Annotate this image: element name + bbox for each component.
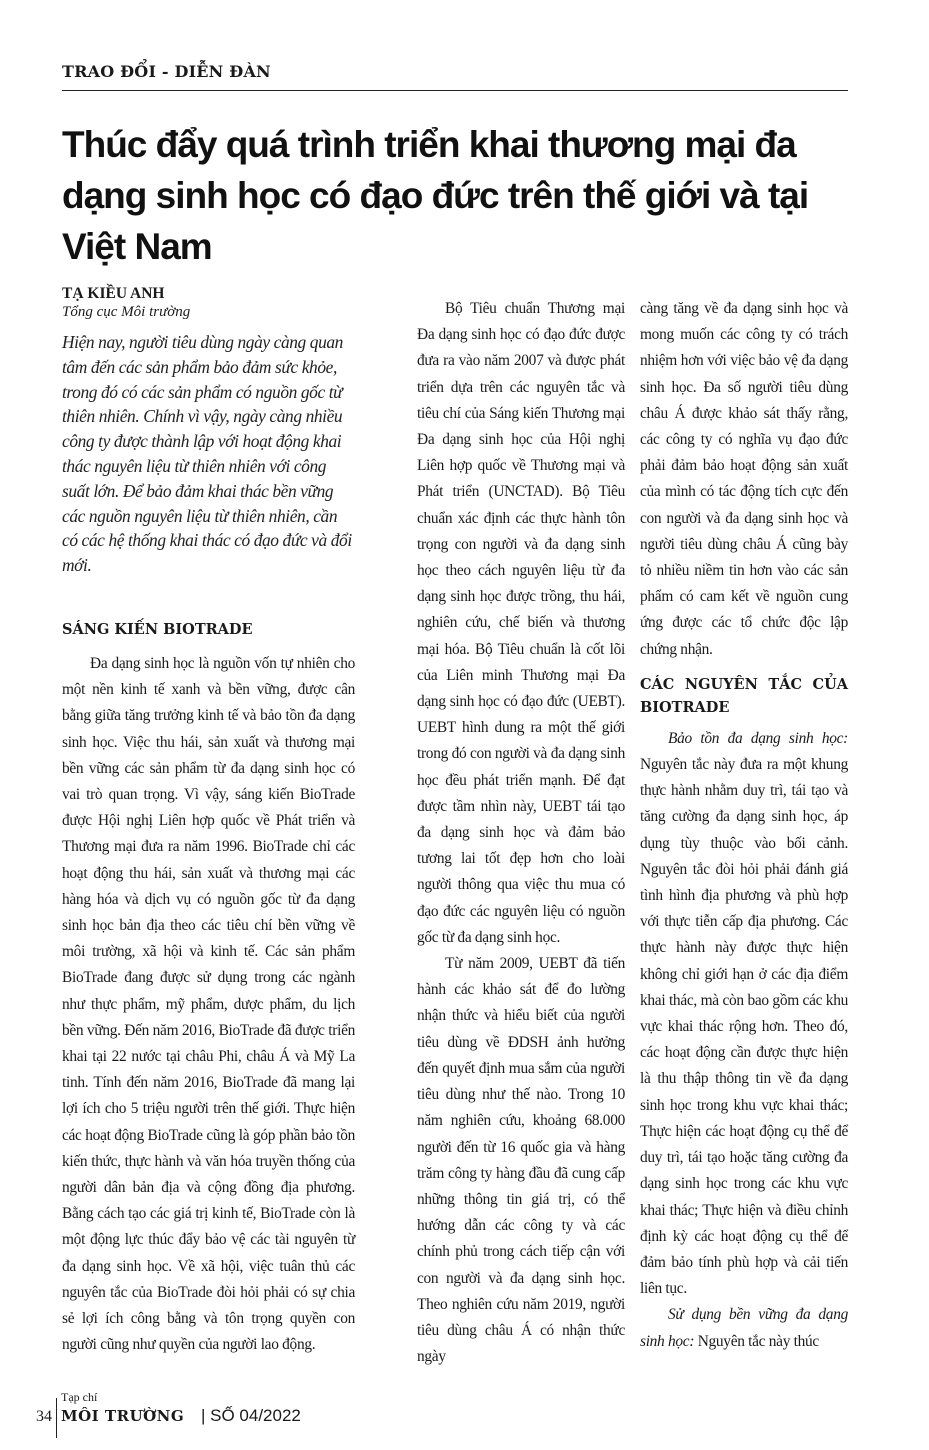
column-left (62, 284, 355, 1358)
article-lead: Hiện nay, người tiêu dùng ngày càng quan tâm đến các sản phẩm bảo đảm sức khỏe, trong đó có các sản phẩm có nguồn gốc từ thiên nhiên. Chính vì vậy, ngày càng nhiều công ty được thành lập với hoạt động khai thác nguyên liệu từ thiên nhiên với công suất lớn. Để bảo đảm khai thác bền vững các nguồn nguyên liệu từ thiên nhiên, cần có các hệ thống khai thác có đạo đức và đổi mới. (62, 332, 352, 576)
principle-name: Sử dụng bền vững đa dạng sinh học: (640, 1306, 848, 1350)
section-heading-principles: CÁC NGUYÊN TẮC CỦA BIOTRADE (640, 675, 848, 716)
article-columns (62, 284, 848, 1370)
magazine-name: MÔI TRƯỜNG (61, 1407, 185, 1426)
paragraph (640, 726, 848, 1302)
principle-text: Nguyên tắc này đưa ra một khung thực hành nhằm duy trì, tái tạo và tăng cường đa dạng sinh học, áp dụng tùy thuộc vào bối cảnh. Nguyên tắc đòi hỏi phải đánh giá tình hình địa phương và phù hợp với thực tiễn cấp địa phương. Các thực hành này được thực hiện không chỉ giới hạn ở các địa điểm khai thác, mà còn bao gồm các khu vực khai thác rộng hơn. Theo đó, các hoạt động cần được thực hiện là thu thập thông tin về đa dạng sinh học trong khu vực khai thác; Thực hiện các hoạt động cụ thể để duy trì, tái tạo hoặc tăng cường đa dạng sinh học trong các khu vực khai thác; Thực hiện và điều chỉnh định kỳ các hoạt động cụ thể để đảm bảo tính phù hợp và cải tiến liên tục. (640, 756, 848, 1298)
section-label: TRAO ĐỔI - DIỄN ĐÀN (62, 62, 271, 81)
principle-text: Nguyên tắc này thúc (694, 1332, 819, 1350)
column-middle (417, 284, 625, 1370)
issue-number: | SỐ 04/2022 (201, 1406, 301, 1426)
column-right (640, 284, 848, 1355)
paragraph: Từ năm 2009, UEBT đã tiến hành các khảo sát để đo lường nhận thức và hiểu biết của người tiêu dùng về ĐDSH ảnh hưởng đến quyết định mua sắm của người tiêu dùng như thế nào. Trong 10 năm nghiên cứu, khoảng 68.000 người đến từ 16 quốc gia và hàng trăm công ty hàng đầu đã cung cấp những thông tin giá trị, có thể hướng dẫn các công ty và các chính phủ trong cách tiếp cận với con người và đa dạng sinh học. Theo nghiên cứu năm 2019, người tiêu dùng châu Á có nhận thức ngày (417, 955, 625, 1366)
paragraph (640, 1302, 848, 1354)
header-divider (62, 90, 848, 91)
author-name: TẠ KIỀU ANH (62, 285, 165, 302)
magazine-prefix: Tạp chí (61, 1390, 98, 1405)
page-number: 34 (36, 1408, 52, 1426)
principle-name: Bảo tồn đa dạng sinh học: (668, 729, 848, 747)
paragraph: Đa dạng sinh học là nguồn vốn tự nhiên cho một nền kinh tế xanh và bền vững, được cân bằng giữa tăng trưởng kinh tế và bảo tồn đa dạng sinh học. Việc thu hái, sản xuất và thương mại bền vững các sản phẩm từ đa dạng sinh học có vai trò quan trọng. Vì vậy, sáng kiến BioTrade được Hội nghị Liên hợp quốc về Phát triển và Thương mại đưa ra năm 1996. BioTrade chỉ các hoạt động thu hái, sản xuất và thương mại các hàng hóa và dịch vụ có nguồn gốc từ đa dạng sinh học bản địa theo các tiêu chí bền vững về môi trường, xã hội và kinh tế. Các sản phẩm BioTrade đang được sử dụng trong các ngành như thực phẩm, mỹ phẩm, dược phẩm, du lịch bền vững. Đến năm 2016, BioTrade đã được triển khai tại 22 nước tại châu Phi, châu Á và Mỹ La tinh. Tính đến năm 2016, BioTrade đã mang lại lợi ích cho 5 triệu người trên thế giới. Thực hiện các hoạt động BioTrade cũng là góp phần bảo tồn kiến thức, thực hành và văn hóa truyền thống của người dân bản địa và cộng đồng địa phương. Bằng cách tạo các giá trị kinh tế, BioTrade còn là một động lực thúc đẩy bảo vệ các tài nguyên từ đa dạng sinh học. Về xã hội, việc tuân thủ các nguyên tắc của BioTrade đòi hỏi phải có sự chia sẻ lợi ích công bằng và tôn trọng quyền con người cũng như quyền của người lao động. (62, 654, 355, 1354)
paragraph: Bộ Tiêu chuẩn Thương mại Đa dạng sinh học có đạo đức được đưa ra vào năm 2007 và được phát triển dựa trên các nguyên tắc và tiêu chí của Sáng kiến Thương mại Đa dạng sinh học của Hội nghị Liên hợp quốc về Thương mại và Phát triển (UNCTAD). Bộ Tiêu chuẩn xác định các thực hành tôn trọng con người và đa dạng sinh học theo cách nguyên liệu từ đa dạng sinh học được trồng, thu hái, nghiên cứu, chế biến và thương mại hóa. Bộ Tiêu chuẩn là cốt lõi của Liên minh Thương mại Đa dạng sinh học có đạo đức (UEBT). UEBT hình dung ra một thế giới trong đó con người và đa dạng sinh học đều phát triển mạnh. Để đạt được tầm nhìn này, UEBT tái tạo đa dạng sinh học và đảm bảo tương lai tốt đẹp hơn cho loài người thông qua việc thu mua có đạo đức các nguyên liệu có nguồn gốc từ đa dạng sinh học. (417, 300, 625, 946)
article-title: Thúc đẩy quá trình triển khai thương mại đa dạng sinh học có đạo đức trên thế giới và tại Việt Nam (62, 124, 809, 267)
page-footer (36, 1390, 848, 1450)
section-heading-biotrade: SÁNG KIẾN BIOTRADE (62, 620, 253, 638)
paragraph-continued: càng tăng về đa dạng sinh học và mong muốn các công ty có trách nhiệm hơn với việc bảo vệ đa dạng sinh học. Đa số người tiêu dùng châu Á được khảo sát thấy rằng, các công ty có nghĩa vụ đạo đức phải đảm bảo hoạt động sản xuất của mình có tác động tích cực đến con người và đa dạng sinh học và người tiêu dùng châu Á cũng bày tỏ nhiều niềm tin hơn vào các sản phẩm có cam kết về nguồn cung ứng được các tổ chức độc lập chứng nhận. (640, 300, 848, 658)
author-affiliation: Tổng cục Môi trường (62, 304, 191, 320)
footer-divider (56, 1398, 57, 1438)
